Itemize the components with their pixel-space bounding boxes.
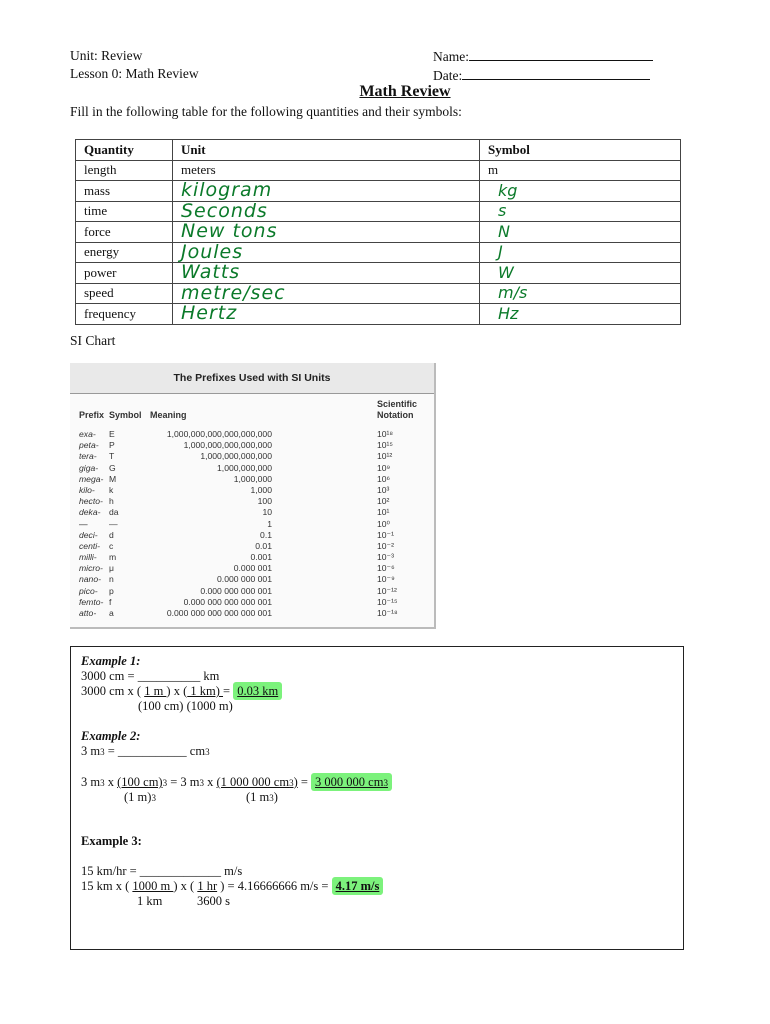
name-label: Name:	[433, 49, 469, 64]
si-row	[79, 574, 429, 585]
header-symbol: Symbol	[480, 140, 681, 161]
si-prefix-cell: kilo-	[79, 484, 95, 495]
lesson-label: Lesson 0: Math Review	[70, 66, 199, 81]
col-sci-header-line1: Scientific	[377, 399, 418, 409]
quantity-cell: mass	[76, 181, 173, 202]
si-symbol-cell: T	[109, 451, 115, 462]
si-sci-cell: 10¹⁸	[377, 429, 394, 439]
table-row	[76, 201, 681, 222]
ex3-work-mid: ) x (	[173, 879, 198, 893]
ex2-question-eq: =	[104, 744, 118, 758]
date-label: Date:	[433, 68, 463, 83]
example-3-question	[81, 864, 242, 879]
ex1-numerator-1: 1 m	[144, 684, 167, 698]
ex2-work-x1: x	[104, 775, 118, 789]
quantity-cell: frequency	[76, 304, 173, 325]
ex2-answer-sup: 3	[383, 778, 388, 788]
ex2-work-eq1-sup: 3	[199, 778, 204, 788]
ex3-numerator-2: 1 hr	[197, 879, 218, 893]
table-row	[76, 160, 681, 181]
si-prefix-cell: exa-	[79, 429, 96, 439]
ex3-question-unit: m/s	[221, 864, 243, 878]
ex3-answer-highlight: 4.17 m/s	[332, 877, 384, 895]
si-sci-cell: 10³	[377, 484, 390, 495]
ex2-question-unit: cm	[186, 744, 206, 758]
ex2-fraction-2-end: )	[293, 775, 298, 789]
si-prefix-cell: centi-	[79, 540, 101, 551]
ex2-question-blank[interactable]: ___________	[117, 744, 187, 758]
ex2-denominator-2	[246, 790, 278, 806]
quantity-cell: energy	[76, 242, 173, 263]
ex2-work-x2: x	[204, 775, 217, 789]
si-symbol-cell: a	[109, 608, 114, 618]
ex2-fraction-2: (1 000 000 cm	[216, 775, 290, 789]
si-row	[79, 451, 429, 462]
si-prefix-cell: hecto-	[79, 496, 103, 507]
ex2-denominator-1-text: (1 m)	[124, 790, 152, 804]
si-symbol-cell: h	[109, 496, 114, 507]
si-symbol-cell: M	[109, 473, 117, 484]
si-meaning-cell: 1,000,000,000,000,000,000	[166, 429, 272, 439]
si-prefix-cell: femto-	[79, 596, 104, 607]
symbol-cell[interactable]	[480, 242, 681, 263]
ex1-numerator-2: 1 km)	[187, 684, 224, 698]
table-row	[76, 242, 681, 263]
symbol-cell[interactable]	[480, 201, 681, 222]
ex3-question-blank[interactable]: _____________	[139, 864, 222, 878]
ex1-work-start: 3000 cm x (	[81, 684, 145, 698]
si-row	[79, 563, 429, 574]
si-prefix-chart	[70, 363, 436, 629]
example-1-title: Example 1:	[81, 654, 141, 668]
si-row	[79, 463, 429, 474]
example-2-question	[81, 744, 210, 760]
unit-cell[interactable]	[173, 242, 480, 263]
si-row	[79, 541, 429, 552]
col-sci-header-line2: Notation	[377, 410, 414, 420]
si-symbol-cell: c	[109, 540, 114, 551]
si-sci-cell: 10¹	[377, 507, 390, 518]
ex2-denominator-1	[124, 790, 156, 806]
si-row	[79, 519, 429, 530]
si-chart-title: The Prefixes Used with SI Units	[70, 363, 434, 394]
header-quantity: Quantity	[76, 140, 173, 161]
unit-cell[interactable]	[173, 263, 480, 284]
header-left	[70, 47, 199, 83]
col-symbol-header: Symbol	[109, 410, 142, 420]
name-blank[interactable]	[469, 47, 653, 61]
handwritten-unit: Watts	[181, 261, 241, 284]
table-row	[76, 181, 681, 202]
ex1-question-unit: km	[200, 669, 220, 683]
si-sci-cell: 10⁻²	[377, 540, 394, 551]
si-prefix-cell: peta-	[79, 440, 99, 451]
si-prefix-cell: nano-	[79, 574, 101, 585]
ex2-work-eq1: = 3 m	[167, 775, 200, 789]
si-sci-cell: 10⁻⁹	[377, 574, 395, 585]
handwritten-symbol: kg	[498, 180, 518, 200]
col-sci-header	[377, 399, 417, 421]
si-sci-cell: 10⁰	[377, 518, 391, 529]
handwritten-unit: metre/sec	[181, 281, 286, 304]
unit-cell: meters	[173, 160, 480, 181]
si-meaning-cell: 1,000	[250, 484, 272, 495]
handwritten-symbol: m/s	[498, 283, 528, 303]
si-meaning-cell: 1	[267, 518, 272, 529]
si-symbol-cell: p	[109, 585, 114, 596]
ex2-denominator-2-sup: 3	[269, 793, 274, 803]
si-sci-cell: 10⁻¹⁸	[377, 608, 398, 618]
handwritten-unit: Hertz	[181, 302, 238, 325]
ex2-work-eq2: =	[297, 775, 312, 789]
si-symbol-cell: f	[109, 596, 112, 607]
page-title: Math Review	[359, 83, 451, 100]
page-title-wrap	[0, 83, 770, 101]
si-prefix-cell: milli-	[79, 552, 97, 563]
date-blank[interactable]	[462, 66, 650, 80]
unit-cell[interactable]	[173, 222, 480, 243]
si-symbol-cell: P	[109, 440, 115, 451]
si-sci-cell: 10⁻¹²	[377, 585, 397, 596]
name-field[interactable]	[433, 47, 653, 66]
ex2-fraction-2-sup: 3	[289, 778, 294, 788]
quantity-table	[75, 139, 681, 325]
table-row	[76, 283, 681, 304]
example-3-title: Example 3:	[81, 834, 142, 848]
quantity-cell: power	[76, 263, 173, 284]
si-symbol-cell: E	[109, 429, 115, 439]
si-row	[79, 474, 429, 485]
ex2-fraction-1: (100 cm)	[117, 775, 163, 789]
symbol-cell[interactable]	[480, 283, 681, 304]
quantity-cell: length	[76, 160, 173, 181]
si-row	[79, 552, 429, 563]
ex1-denominators: (100 cm) (1000 m)	[138, 699, 233, 713]
si-meaning-cell: 10	[262, 507, 272, 518]
handwritten-symbol: Hz	[498, 303, 519, 323]
si-sci-cell: 10⁻¹	[377, 529, 394, 540]
ex3-question-left: 15 km/hr =	[81, 864, 140, 878]
si-row	[79, 496, 429, 507]
unit-cell[interactable]	[173, 304, 480, 325]
si-sci-cell: 10¹⁵	[377, 440, 393, 451]
header-unit: Unit	[173, 140, 480, 161]
si-meaning-cell: 0.000 000 000 001	[200, 585, 272, 596]
quantity-cell: speed	[76, 283, 173, 304]
si-row	[79, 608, 429, 619]
si-row	[79, 586, 429, 597]
unit-cell[interactable]	[173, 201, 480, 222]
symbol-cell[interactable]	[480, 304, 681, 325]
table-header-row	[76, 140, 681, 161]
si-meaning-cell: 1,000,000,000,000	[200, 451, 272, 462]
example-1-question	[81, 669, 219, 684]
unit-label: Unit: Review	[70, 48, 143, 63]
si-meaning-cell: 0.000 001	[233, 563, 272, 574]
ex2-denominator-2-end: )	[273, 790, 278, 804]
symbol-cell: m	[480, 160, 681, 181]
ex3-work-start: 15 km x (	[81, 879, 133, 893]
si-prefix-cell: atto-	[79, 608, 97, 618]
handwritten-unit: Seconds	[181, 199, 268, 222]
handwritten-symbol: s	[498, 201, 507, 221]
si-row	[79, 440, 429, 451]
example-2-title: Example 2:	[81, 729, 141, 743]
ex2-denominator-2-text: (1 m	[246, 790, 270, 804]
si-symbol-cell: k	[109, 484, 114, 495]
header-right	[433, 47, 653, 85]
ex2-fraction-1-sup: 3	[162, 778, 168, 788]
si-sci-cell: 10⁻³	[377, 552, 394, 563]
ex2-question-unit-sup: 3	[205, 747, 210, 757]
si-symbol-cell: n	[109, 574, 114, 585]
ex1-question-blank[interactable]: __________	[137, 669, 201, 683]
si-prefix-cell: deci-	[79, 529, 98, 540]
symbol-cell[interactable]	[480, 222, 681, 243]
si-row	[79, 485, 429, 496]
ex1-answer-highlight: 0.03 km	[233, 682, 282, 700]
si-meaning-cell: 0.000 000 001	[217, 574, 272, 585]
table-row	[76, 304, 681, 325]
ex3-denominator-2: 3600 s	[197, 894, 230, 908]
si-row	[79, 507, 429, 518]
example-3-work	[81, 879, 383, 894]
ex2-question-left: 3 m	[81, 744, 101, 758]
handwritten-unit: kilogram	[181, 179, 273, 202]
si-meaning-cell: 1,000,000,000	[217, 462, 272, 473]
instruction-text: Fill in the following table for the following quantities and their symbols:	[70, 104, 462, 119]
si-symbol-cell: da	[109, 507, 119, 518]
handwritten-symbol: J	[498, 242, 503, 262]
col-prefix-header: Prefix	[79, 410, 105, 420]
si-sci-cell: 10⁻¹⁵	[377, 596, 398, 607]
ex2-work-a: 3 m	[81, 775, 101, 789]
si-prefix-cell: deka-	[79, 507, 101, 518]
examples-box	[70, 646, 684, 950]
si-sci-cell: 10¹²	[377, 451, 393, 462]
handwritten-symbol: N	[498, 221, 510, 241]
ex1-work-eq: =	[223, 684, 234, 698]
si-symbol-cell: G	[109, 462, 116, 473]
ex1-question-left: 3000 cm =	[81, 669, 138, 683]
table-row	[76, 222, 681, 243]
si-sci-cell: 10²	[377, 496, 390, 507]
col-meaning-header: Meaning	[150, 410, 187, 420]
handwritten-unit: Joules	[181, 240, 244, 263]
si-symbol-cell: d	[109, 529, 114, 540]
si-sci-cell: 10⁻⁶	[377, 563, 395, 574]
ex2-answer: 3 000 000 cm	[315, 775, 384, 789]
quantity-cell: time	[76, 201, 173, 222]
si-symbol-cell: m	[109, 552, 117, 563]
si-row	[79, 530, 429, 541]
handwritten-unit: New tons	[181, 220, 278, 243]
ex2-question-sup: 3	[100, 747, 105, 757]
si-prefix-cell: pico-	[79, 585, 98, 596]
si-prefix-cell: —	[79, 518, 88, 529]
si-meaning-cell: 0.000 000 000 000 000 001	[166, 608, 272, 618]
si-row	[79, 429, 429, 440]
table-row	[76, 263, 681, 284]
si-meaning-cell: 0.01	[255, 540, 272, 551]
ex3-denominator-1: 1 km	[137, 894, 163, 908]
example-2-work	[81, 775, 392, 791]
si-meaning-cell: 1,000,000,000,000,000	[183, 440, 272, 451]
si-meaning-cell: 0.001	[250, 552, 272, 563]
symbol-cell[interactable]	[480, 263, 681, 284]
ex1-work-mid: ) x (	[166, 684, 188, 698]
si-meaning-cell: 0.1	[260, 529, 272, 540]
unit-cell[interactable]	[173, 283, 480, 304]
si-sci-cell: 10⁹	[377, 462, 391, 473]
handwritten-symbol: W	[498, 262, 514, 282]
si-chart-rows	[79, 429, 429, 619]
ex2-work-a-sup: 3	[100, 778, 105, 788]
si-symbol-cell: —	[109, 518, 118, 529]
si-meaning-cell: 100	[257, 496, 272, 507]
ex3-numerator-1: 1000 m	[132, 879, 174, 893]
si-prefix-cell: tera-	[79, 451, 97, 462]
si-prefix-cell: mega-	[79, 473, 104, 484]
si-meaning-cell: 0.000 000 000 000 001	[183, 596, 272, 607]
symbol-cell[interactable]	[480, 181, 681, 202]
si-row	[79, 597, 429, 608]
si-prefix-cell: micro-	[79, 563, 103, 574]
ex3-work-end: ) = 4.16666666 m/s =	[217, 879, 332, 893]
ex2-denominator-1-sup: 3	[151, 793, 156, 803]
si-prefix-cell: giga-	[79, 462, 99, 473]
si-sci-cell: 10⁶	[377, 473, 391, 484]
si-chart-label: SI Chart	[70, 333, 116, 348]
si-symbol-cell: μ	[109, 563, 114, 574]
example-1-work	[81, 684, 282, 699]
quantity-cell: force	[76, 222, 173, 243]
si-meaning-cell: 1,000,000	[233, 473, 272, 484]
ex2-answer-highlight	[311, 773, 392, 791]
unit-cell[interactable]	[173, 181, 480, 202]
